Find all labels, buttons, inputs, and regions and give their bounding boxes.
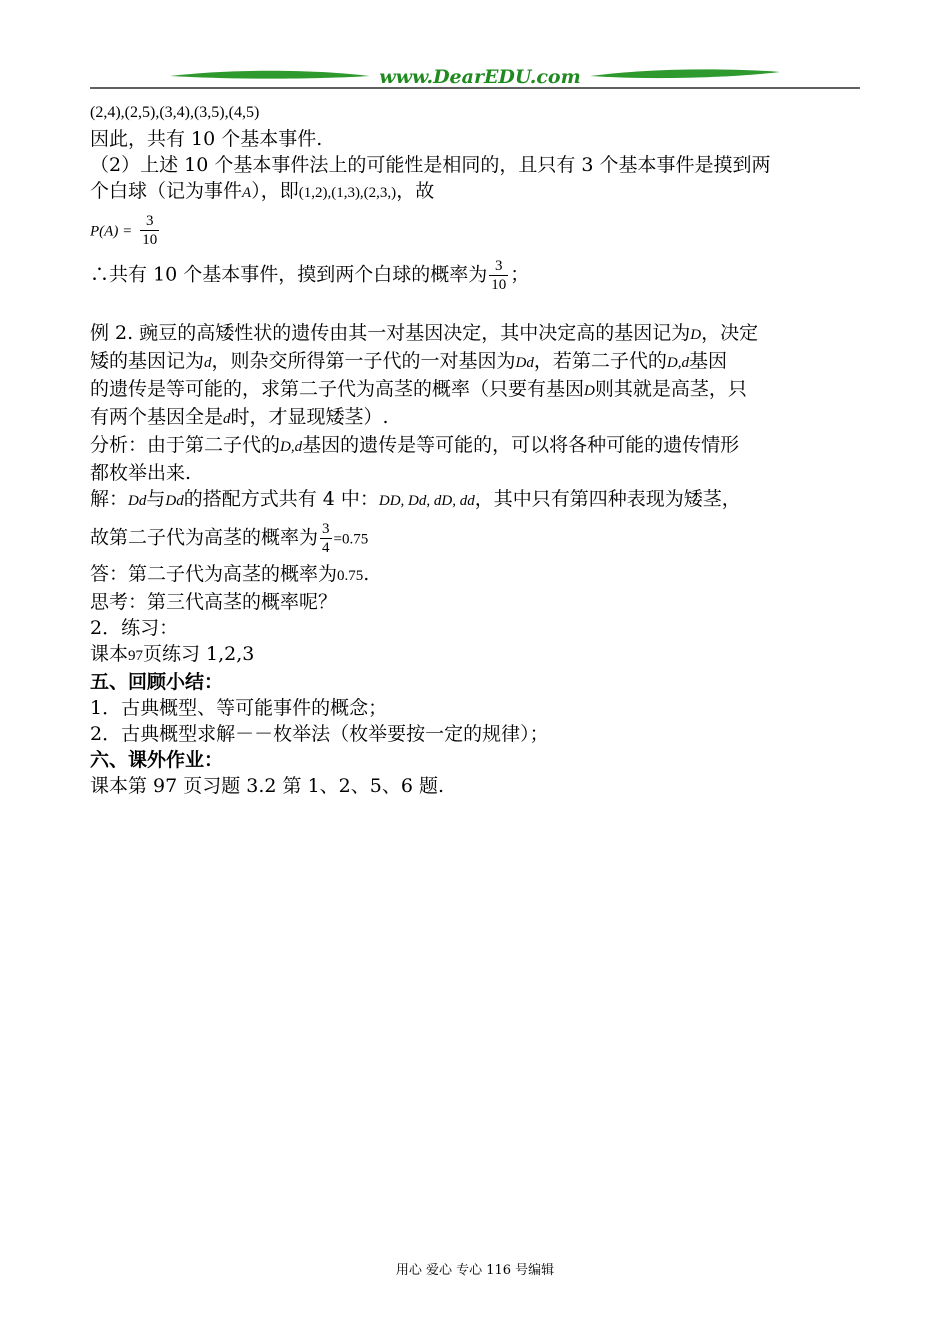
section5-item2: 2．古典概型求解－－枚举法（枚举要按一定的规律）； xyxy=(90,723,549,745)
example2-line4: 有两个基因全是d时，才显现矮茎）. xyxy=(90,406,389,428)
analysis-line1: 分析：由于第二子代的D,d基因的遗传是等可能的，可以将各种可能的遗传情形 xyxy=(90,434,740,456)
section5-heading: 五、回顾小结： xyxy=(90,671,224,693)
section6-item1: 课本第 97 页习题 3.2 第 1、2、5、6 题. xyxy=(90,775,445,797)
part2-line: （2）上述 10 个基本事件法上的可能性是相同的，且只有 3 个基本事件是摸到两 xyxy=(90,154,771,176)
example2-line3: 的遗传是等可能的，求第二子代为高茎的概率（只要有基因D则其就是高茎，只 xyxy=(90,378,747,400)
conclusion-line: ∴共有 10 个基本事件，摸到两个白球的概率为 $\frac{3}{10}$ ； xyxy=(90,258,530,293)
solution-line1: 解：Dd与Dd的搭配方式共有 4 中：DD, Dd, dD, dd，其中只有第四种表现为矮茎， xyxy=(90,488,741,510)
event-a-line: 个白球（记为事件A），即(1,2),(1,3),(2,3,)，故 xyxy=(90,180,435,202)
example2-line2: 矮的基因记为d，则杂交所得第一子代的一对基因为Dd，若第二子代的D,d基因 xyxy=(90,350,727,372)
answer-line: 答：第二子代为高茎的概率为0.75. xyxy=(90,563,370,585)
site-header-banner xyxy=(90,62,860,90)
header-swoosh-graphic xyxy=(90,62,860,90)
section6-heading: 六、课外作业： xyxy=(90,749,224,771)
example2-line1: 例 2. 豌豆的高矮性状的遗传由其一对基因决定，其中决定高的基因记为D，决定 xyxy=(90,322,759,344)
think-line: 思考：第三代高茎的概率呢？ xyxy=(90,591,338,613)
site-logo-text: www.DearEDU.com xyxy=(379,66,581,88)
section5-item1: 1．古典概型、等可能事件的概念； xyxy=(90,697,388,719)
practice-line: 课本97页练习 1,2,3 xyxy=(90,643,255,665)
document-body xyxy=(90,100,865,799)
pairs-line: (2,4),(2,5),(3,4),(3,5),(4,5) xyxy=(90,104,260,121)
probability-formula: P(A) = $\frac{3}{10}$ xyxy=(90,213,158,248)
solution-line2: 故第二子代为高茎的概率为 $\frac{3}{4}$ =0.75 xyxy=(90,521,369,556)
page-footer: 用心 爱心 专心 116 号编辑 xyxy=(395,1263,555,1278)
analysis-line2: 都枚举出来. xyxy=(90,462,192,484)
practice-heading: 2．练习： xyxy=(90,617,179,639)
total-events-line: 因此，共有 10 个基本事件. xyxy=(90,128,323,150)
fraction: $\frac{3}{10}$ xyxy=(142,213,158,248)
